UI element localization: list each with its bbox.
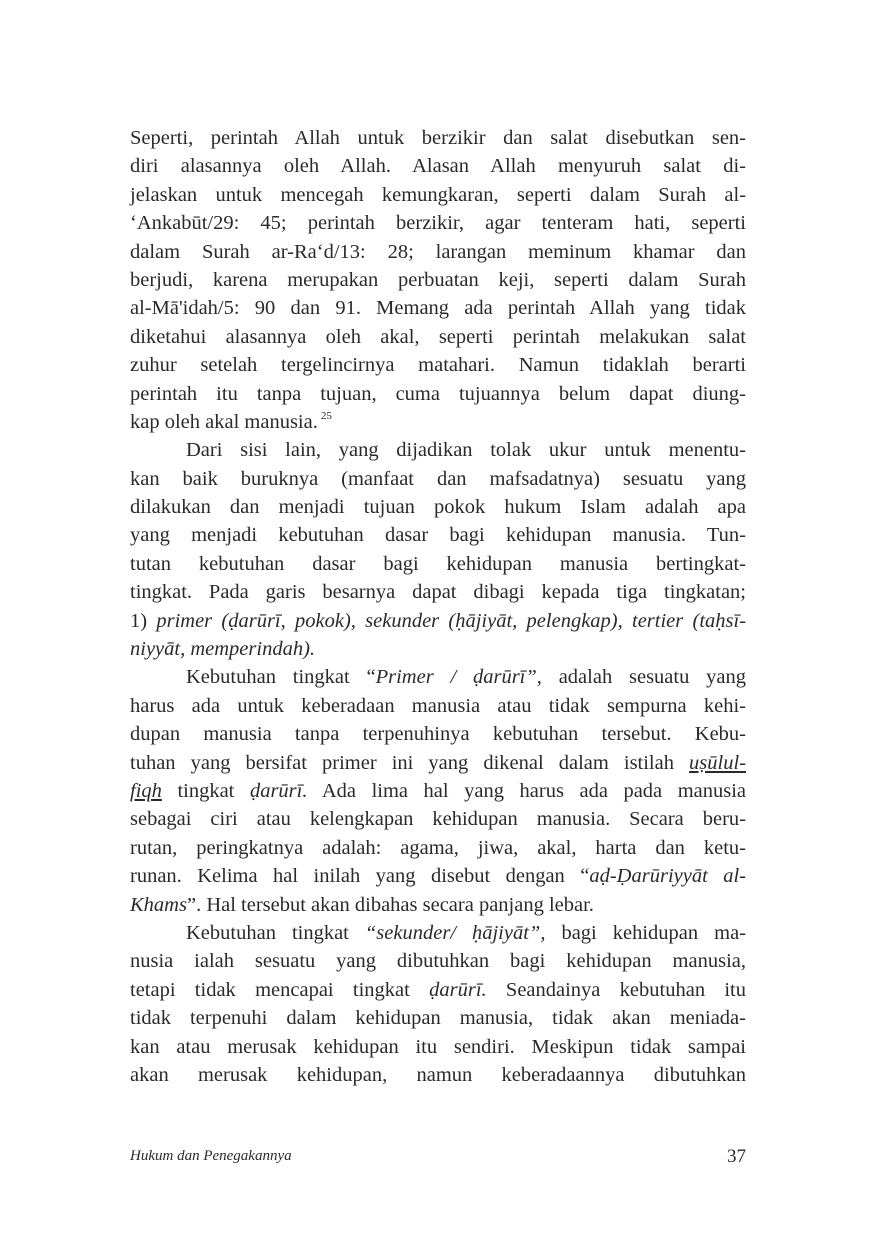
text-line	[130, 891, 746, 919]
text-line: kan atau merusak kehidupan itu sendiri. Meskipun tidak sampai	[130, 1035, 746, 1058]
italic-term: ḍarūrī.	[429, 978, 487, 1001]
text-segment: adalah sesuatu yang	[541, 666, 747, 689]
footnote-marker[interactable]: 25	[320, 409, 332, 422]
text-segment: Kebutuhan tingkat	[186, 921, 365, 944]
text-line: rutan, peringkatnya adalah: agama, jiwa, akal, harta dan ketu-	[130, 836, 746, 859]
text-segment: runan. Kelima hal inilah yang disebut dengan “	[130, 865, 590, 888]
text-line	[130, 919, 746, 947]
italic-term: aḍ-Ḍarūriyyāt al-	[589, 865, 747, 888]
text-line	[130, 635, 746, 663]
italic-term: ḍarūrī.	[249, 779, 308, 802]
text-line: dalam Surah ar-Ra‘d/13: 28; larangan meminum khamar dan	[130, 240, 746, 263]
text-line: Dari sisi lain, yang dijadikan tolak ukur untuk menentu-	[186, 439, 746, 462]
text-line: diketahui alasannya oleh akal, seperti perintah melakukan salat	[130, 325, 746, 348]
text-line: zuhur setelah tergelincirnya matahari. Namun tidaklah berarti	[130, 354, 746, 377]
text-line: sebagai ciri atau kelengkapan kehidupan manusia. Secara beru-	[130, 808, 746, 831]
text-line	[130, 862, 746, 890]
italic-term: primer (ḍarūrī, pokok), sekunder (ḥājiyāt, pelengkap), tertier (taḥsī-	[156, 609, 747, 632]
italic-term	[689, 752, 746, 774]
text-segment: bagi kehidupan ma-	[545, 921, 747, 944]
text-line: tidak terpenuhi dalam kehidupan manusia, tidak akan meniada-	[130, 1007, 746, 1030]
text-line: diri alasannya oleh Allah. Alasan Allah menyuruh salat di-	[130, 155, 746, 178]
paragraph-3	[130, 663, 746, 919]
text-line	[130, 749, 746, 777]
page-body	[130, 124, 746, 1089]
italic-term: “sekunder/ ḥājiyāt”,	[364, 921, 546, 944]
text-line: tutan kebutuhan dasar bagi kehidupan manusia bertingkat-	[130, 552, 746, 575]
text-segment: tetapi tidak mencapai tingkat	[130, 978, 430, 1001]
paragraph-4	[130, 919, 746, 1089]
text-line	[130, 777, 746, 805]
paragraph-1	[130, 124, 746, 436]
text-line: Seperti, perintah Allah untuk berzikir dan salat disebutkan sen-	[130, 127, 746, 149]
text-line	[130, 408, 746, 436]
text-line-content: kap oleh akal manusia.	[130, 410, 318, 433]
underlined-term: fiqh	[130, 779, 162, 802]
text-line: nusia ialah sesuatu yang dibutuhkan bagi kehidupan manusia,	[130, 950, 746, 973]
text-line: al-Mā'idah/5: 90 dan 91. Memang ada perintah Allah yang tidak	[130, 297, 746, 320]
text-line: dupan manusia tanpa terpenuhinya kebutuhan tersebut. Kebu-	[130, 723, 746, 746]
text-line: yang menjadi kebutuhan dasar bagi kehidupan manusia. Tun-	[130, 524, 746, 547]
text-line: harus ada untuk keberadaan manusia atau tidak sempurna kehi-	[130, 694, 746, 717]
text-line: perintah itu tanpa tujuan, cuma tujuannya belum dapat diung-	[130, 382, 746, 405]
text-line: kan baik buruknya (manfaat dan mafsadatnya) sesuatu yang	[130, 467, 746, 490]
text-line: jelaskan untuk mencegah kemungkaran, seperti dalam Surah al-	[130, 183, 746, 206]
text-line	[130, 607, 746, 635]
text-segment: Seandainya kebutuhan itu	[486, 978, 746, 1001]
italic-term: niyyāt, memperindah).	[130, 638, 316, 661]
italic-term: Khams	[130, 893, 187, 916]
text-line: berjudi, karena merupakan perbuatan keji, seperti dalam Surah	[130, 268, 746, 291]
text-line: dilakukan dan menjadi tujuan pokok hukum Islam adalah apa	[130, 496, 746, 519]
page-footer	[130, 1148, 746, 1172]
paragraph-2	[130, 436, 746, 663]
text-segment: tuhan yang bersifat primer ini yang dikenal dalam istilah	[130, 751, 690, 774]
text-line	[130, 976, 746, 1004]
text-segment: tingkat	[161, 779, 250, 802]
page-number: 37	[727, 1146, 746, 1167]
text-segment: 1)	[130, 609, 157, 632]
text-line	[130, 663, 746, 691]
text-line: ‘Ankabūt/29: 45; perintah berzikir, agar tenteram hati, seperti	[130, 212, 746, 235]
underlined-term: uṣūlul-	[689, 751, 746, 774]
running-footer-title: Hukum dan Penegakannya	[130, 1148, 292, 1164]
text-line: tingkat. Pada garis besarnya dapat dibagi kepada tiga tingkatan;	[130, 581, 746, 604]
italic-term	[130, 780, 162, 802]
italic-term: Primer / ḍarūrī”,	[375, 666, 542, 689]
text-line: akan merusak kehidupan, namun keberadaannya dibutuhkan	[130, 1063, 746, 1086]
text-segment: ”. Hal tersebut akan dibahas secara panjang lebar.	[186, 893, 594, 916]
text-segment: Ada lima hal yang harus ada pada manusia	[307, 779, 747, 802]
text-segment: Kebutuhan tingkat “	[186, 666, 376, 689]
